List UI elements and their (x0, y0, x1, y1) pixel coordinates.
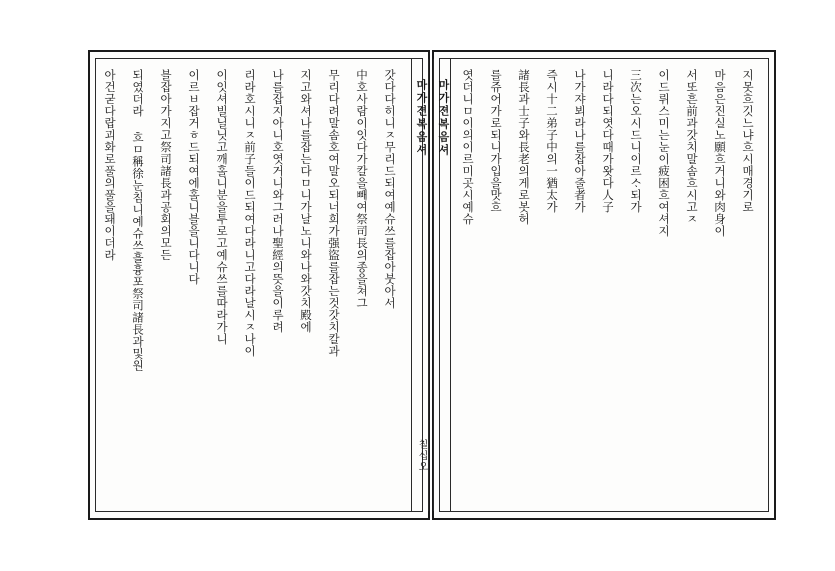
text-column: 니라다되엿다때가왓다人子 (601, 69, 615, 213)
left-page-frame (95, 58, 428, 512)
right-margin-title: 마가젼복음셔 (437, 79, 450, 157)
right-page (432, 50, 776, 520)
text-column: 지못흐깃느냐흐시매경기로 (741, 69, 755, 213)
text-column: 諸長과士子와長老의게로봇허 (517, 69, 531, 225)
text-column: 블잡아가지고祭司諸長과공회의모든 (159, 69, 173, 261)
text-column: 이드뤼스미는눈이疲困흐여셔지 (657, 69, 671, 237)
text-column: 이르ㅂ잡거ㅎ드되여에홀니블을니다니다 (187, 69, 201, 285)
text-column: 나가쟈뵈라나를잡아줄者가 (573, 69, 587, 213)
text-column: 지고와셔나를잡는다ㅁ니가날노니와나와갓치殿에 (299, 69, 313, 333)
text-column: 아건굳다랍괴화로풀의풀을돼이더라 (103, 69, 117, 261)
text-column: 를쥬어가로되니가입을맛흐 (489, 69, 503, 213)
right-margin-strip (433, 59, 451, 511)
left-margin-title: 마가젼복음셔 (415, 79, 428, 157)
left-folio-number: 칠십오 (416, 439, 427, 472)
text-column: 즉시十二弟子中의一猶太가 (545, 69, 559, 213)
text-column: 갓다다히니ㅈ무리드되여예슈쓰를잡아붓아서 (383, 69, 397, 309)
right-page-frame (439, 58, 769, 512)
text-column: 리라호시니ㅈ前子들이드되여다라니고다라날시ㅈ나이 (243, 69, 257, 357)
text-column: 무리다려말솜호여말오되너희가强盜를잡는것갓치칼과 (327, 69, 341, 357)
text-column: 이잇셔빌닐닛고깨홀니분을투로고예슈쓰를따라가니 (215, 69, 229, 345)
text-column: 中호사람이잇다가칼을빼여祭司長의종을쳐그 (355, 69, 369, 309)
text-column: 서또흔前과갓치말솜흐시고ㅈ (685, 69, 699, 225)
text-column: 엿더니ㅁ이의이르미곳시예슈 (461, 69, 475, 225)
text-column: 마음은진실노願흐거니와肉身이 (713, 69, 727, 237)
left-page (88, 50, 430, 520)
text-column: 三次는오시드니이르ᄉᆞ되가 (629, 69, 643, 213)
left-margin-strip (411, 59, 429, 511)
text-column: 되였더라 흐ㅁ稱徐눈침니예슈쓰흘흉포祭司諸長과및원 (131, 69, 145, 372)
text-column: 나를잡지아니호엿거니와그러나聖經의뜻을이루려 (271, 69, 285, 333)
